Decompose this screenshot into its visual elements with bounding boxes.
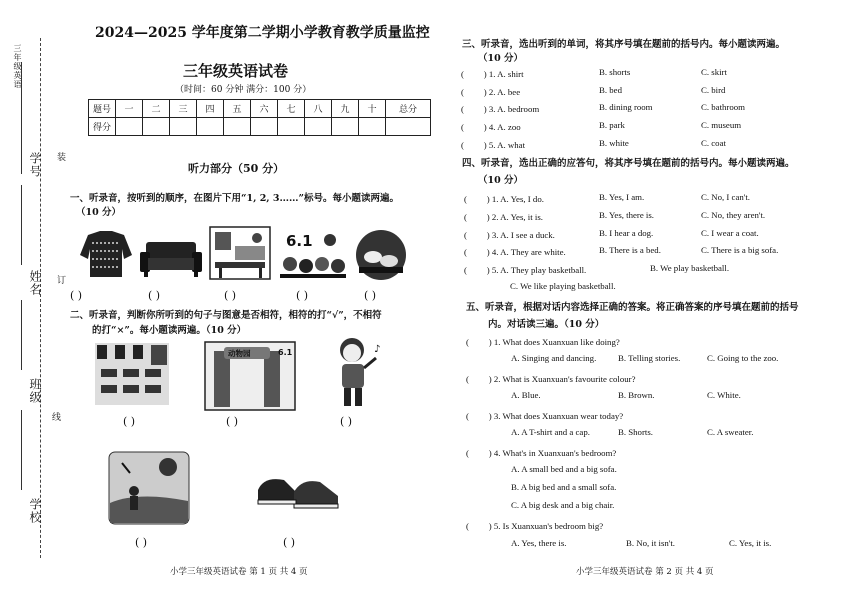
s4-q1[interactable]: ( ) 1. A. Yes, I do.: [464, 194, 544, 204]
s3-q5-b: B. white: [599, 138, 629, 148]
exam-meta: （时间：60 分钟 满分：100 分）: [175, 85, 312, 95]
s4-q4-b: B. There is a bed.: [599, 245, 661, 255]
score-header-cell: 五: [224, 100, 251, 118]
s4-q3-b: B. I hear a dog.: [599, 228, 654, 238]
section2-instruction: 二、听录音，判断你所听到的句子与图意是否相符，相符的打“√”，不相符: [70, 310, 382, 321]
s5-q5[interactable]: ( ) 5. Is Xuanxuan's bedroom big?: [466, 521, 604, 531]
s4-q2[interactable]: ( ) 2. A. Yes, it is.: [464, 212, 543, 222]
score-header-cell: 二: [143, 100, 170, 118]
class-label: 班级: [28, 378, 42, 404]
section2-answer-1[interactable]: ( ): [123, 415, 136, 428]
s4-q2-b: B. Yes, there is.: [599, 210, 654, 220]
svg-text:♪: ♪: [374, 344, 381, 355]
classroom-picture: [93, 341, 171, 407]
s5-q1-b: B. Telling stories.: [618, 353, 681, 363]
s5-q2[interactable]: ( ) 2. What is Xuanxuan's favourite colour?: [466, 374, 636, 384]
exam-subtitle: 三年级英语试卷: [183, 62, 289, 80]
s5-q2-c: C. White.: [707, 390, 741, 400]
childrens-day-picture: [278, 230, 348, 280]
zoo-gate-picture: [204, 341, 296, 411]
sofa-picture: [140, 240, 202, 278]
section1-answer-2[interactable]: ( ): [148, 289, 161, 302]
boy-singing-picture: [330, 336, 386, 412]
score-table-score-row: [89, 118, 431, 136]
s5-q3-b: B. Shorts.: [618, 427, 653, 437]
section5-instruction-cont: 内。对话读三遍。（10 分）: [488, 319, 605, 330]
score-input-cell[interactable]: [278, 118, 305, 136]
page2-footer: 小学三年级英语试卷 第 2 页 共 4 页: [576, 567, 714, 577]
score-header-cell: 六: [251, 100, 278, 118]
s5-q4-c: C. A big desk and a big chair.: [511, 500, 615, 510]
section3-points: （10 分）: [478, 53, 524, 64]
s5-q2-a: A. Blue.: [511, 390, 541, 400]
score-header-cell: 十: [359, 100, 386, 118]
s4-q3[interactable]: ( ) 3. A. I see a duck.: [464, 230, 555, 240]
score-header-cell: 四: [197, 100, 224, 118]
s3-q3-b: B. dining room: [599, 102, 653, 112]
section2-answer-5[interactable]: ( ): [283, 536, 296, 549]
score-header-cell: 九: [332, 100, 359, 118]
score-header-cell: 题号: [89, 100, 116, 118]
score-header-cell: 一: [116, 100, 143, 118]
s5-q5-c: C. Yes, it is.: [729, 538, 772, 548]
s5-q3[interactable]: ( ) 3. What does Xuanxuan wear today?: [466, 411, 624, 421]
s5-q4-b: B. A big bed and a small sofa.: [511, 482, 617, 492]
s4-q5-c: C. We like playing basketball.: [510, 281, 616, 291]
s3-q3[interactable]: ( ) 3. A. bedroom: [461, 104, 540, 114]
section1-points: （10 分）: [76, 207, 122, 218]
s5-q2-b: B. Brown.: [618, 390, 655, 400]
exam-title: 2024—2025 学年度第二学期小学教育教学质量监控: [95, 25, 430, 41]
section1-instruction: 一、听录音，按听到的顺序，在图片下用“1, 2, 3……”标号。每小题读两遍。: [70, 193, 399, 204]
s4-q5-b: B. We play basketball.: [650, 263, 730, 273]
score-header-cell: 八: [305, 100, 332, 118]
section2-instruction-cont: 的打“×”。每小题读两遍。（10 分）: [92, 325, 247, 336]
score-input-cell[interactable]: [197, 118, 224, 136]
s3-q1[interactable]: ( ) 1. A. shirt: [461, 69, 524, 79]
score-input-cell[interactable]: [143, 118, 170, 136]
park-kite-picture: [108, 451, 190, 525]
s3-q2-c: C. bird: [701, 85, 726, 95]
section4-points: （10 分）: [478, 175, 524, 186]
section1-answer-5[interactable]: ( ): [364, 289, 377, 302]
class-line: [21, 300, 22, 370]
section1-answer-3[interactable]: ( ): [224, 289, 237, 302]
s4-q2-c: C. No, they aren't.: [701, 210, 766, 220]
sheep-picture: [355, 229, 407, 281]
s3-q1-b: B. shorts: [599, 67, 631, 77]
score-row-label: 得分: [89, 118, 116, 136]
s5-q1[interactable]: ( ) 1. What does Xuanxuan like doing?: [466, 337, 620, 347]
score-header-cell: 总分: [386, 100, 431, 118]
score-input-cell[interactable]: [305, 118, 332, 136]
s3-q2[interactable]: ( ) 2. A. bee: [461, 87, 521, 97]
section3-instruction: 三、听录音，选出听到的单词，将其序号填在题前的括号内。每小题读两遍。: [462, 39, 786, 50]
s3-q1-c: C. skirt: [701, 67, 727, 77]
s3-q4[interactable]: ( ) 4. A. zoo: [461, 122, 521, 132]
score-input-cell[interactable]: [251, 118, 278, 136]
s5-q4[interactable]: ( ) 4. What's in Xuanxuan's bedroom?: [466, 448, 617, 458]
page1-footer: 小学三年级英语试卷 第 1 页 共 4 页: [170, 567, 308, 577]
s3-q5[interactable]: ( ) 5. A. what: [461, 140, 526, 150]
score-header-cell: 七: [278, 100, 305, 118]
binding-mark-xian: 线: [52, 413, 62, 423]
score-input-cell[interactable]: [332, 118, 359, 136]
section5-instruction: 五、听录音，根据对话内容选择正确的答案。将正确答案的序号填在题前的括号: [466, 302, 799, 313]
sweater-picture: [78, 229, 134, 279]
score-input-cell[interactable]: [386, 118, 431, 136]
score-input-cell[interactable]: [116, 118, 143, 136]
s4-q3-c: C. I wear a coat.: [701, 228, 759, 238]
s4-q1-b: B. Yes, I am.: [599, 192, 645, 202]
s4-q1-c: C. No, I can't.: [701, 192, 750, 202]
section1-answer-4[interactable]: ( ): [296, 289, 309, 302]
section2-answer-2[interactable]: ( ): [226, 415, 239, 428]
school-label: 学校: [28, 498, 42, 524]
section2-answer-3[interactable]: ( ): [340, 415, 353, 428]
score-input-cell[interactable]: [224, 118, 251, 136]
score-header-cell: 三: [170, 100, 197, 118]
s3-q4-b: B. park: [599, 120, 625, 130]
s3-q2-b: B. bed: [599, 85, 622, 95]
school-line: [21, 410, 22, 490]
binding-dashed-line: [40, 38, 41, 558]
s5-q5-a: A. Yes, there is.: [511, 538, 567, 548]
binding-mark-ding: 订: [57, 276, 67, 286]
score-table: [88, 99, 431, 136]
student-id-line: [21, 62, 22, 174]
s3-q5-c: C. coat: [701, 138, 726, 148]
s5-q5-b: B. No, it isn't.: [626, 538, 675, 548]
s4-q4[interactable]: ( ) 4. A. They are white.: [464, 247, 566, 257]
score-input-cell[interactable]: [170, 118, 197, 136]
s3-q3-c: C. bathroom: [701, 102, 745, 112]
student-id-label: 学号: [28, 152, 42, 178]
s5-q4-a: A. A small bed and a big sofa.: [511, 464, 617, 474]
zoo-sign-date: 6.1: [278, 348, 293, 357]
score-table-header-row: [89, 100, 431, 118]
name-label: 姓名: [28, 270, 42, 296]
section1-answer-1[interactable]: ( ): [70, 289, 83, 302]
s5-q1-c: C. Going to the zoo.: [707, 353, 779, 363]
bedroom-picture: [209, 226, 271, 280]
section2-answer-4[interactable]: ( ): [135, 536, 148, 549]
section4-instruction: 四、听录音，选出正确的应答句，将其序号填在题前的括号内。每小题读两遍。: [462, 158, 795, 169]
s5-q1-a: A. Singing and dancing.: [511, 353, 597, 363]
name-line: [21, 185, 22, 265]
s4-q4-c: C. There is a big sofa.: [701, 245, 779, 255]
childrens-day-number: 6.1: [286, 232, 313, 250]
s5-q3-a: A. A T-shirt and a cap.: [511, 427, 590, 437]
listening-header: 听力部分（50 分）: [188, 162, 285, 175]
zoo-sign-label: 动物园: [228, 349, 251, 358]
s5-q3-c: C. A sweater.: [707, 427, 754, 437]
binding-mark-zhuang: 装: [57, 153, 67, 163]
binding-top-note: 三年级英语: [13, 44, 22, 89]
s3-q4-c: C. museum: [701, 120, 742, 130]
shoes-picture: [254, 470, 340, 510]
s4-q5[interactable]: ( ) 5. A. They play basketball.: [464, 265, 587, 275]
score-input-cell[interactable]: [359, 118, 386, 136]
